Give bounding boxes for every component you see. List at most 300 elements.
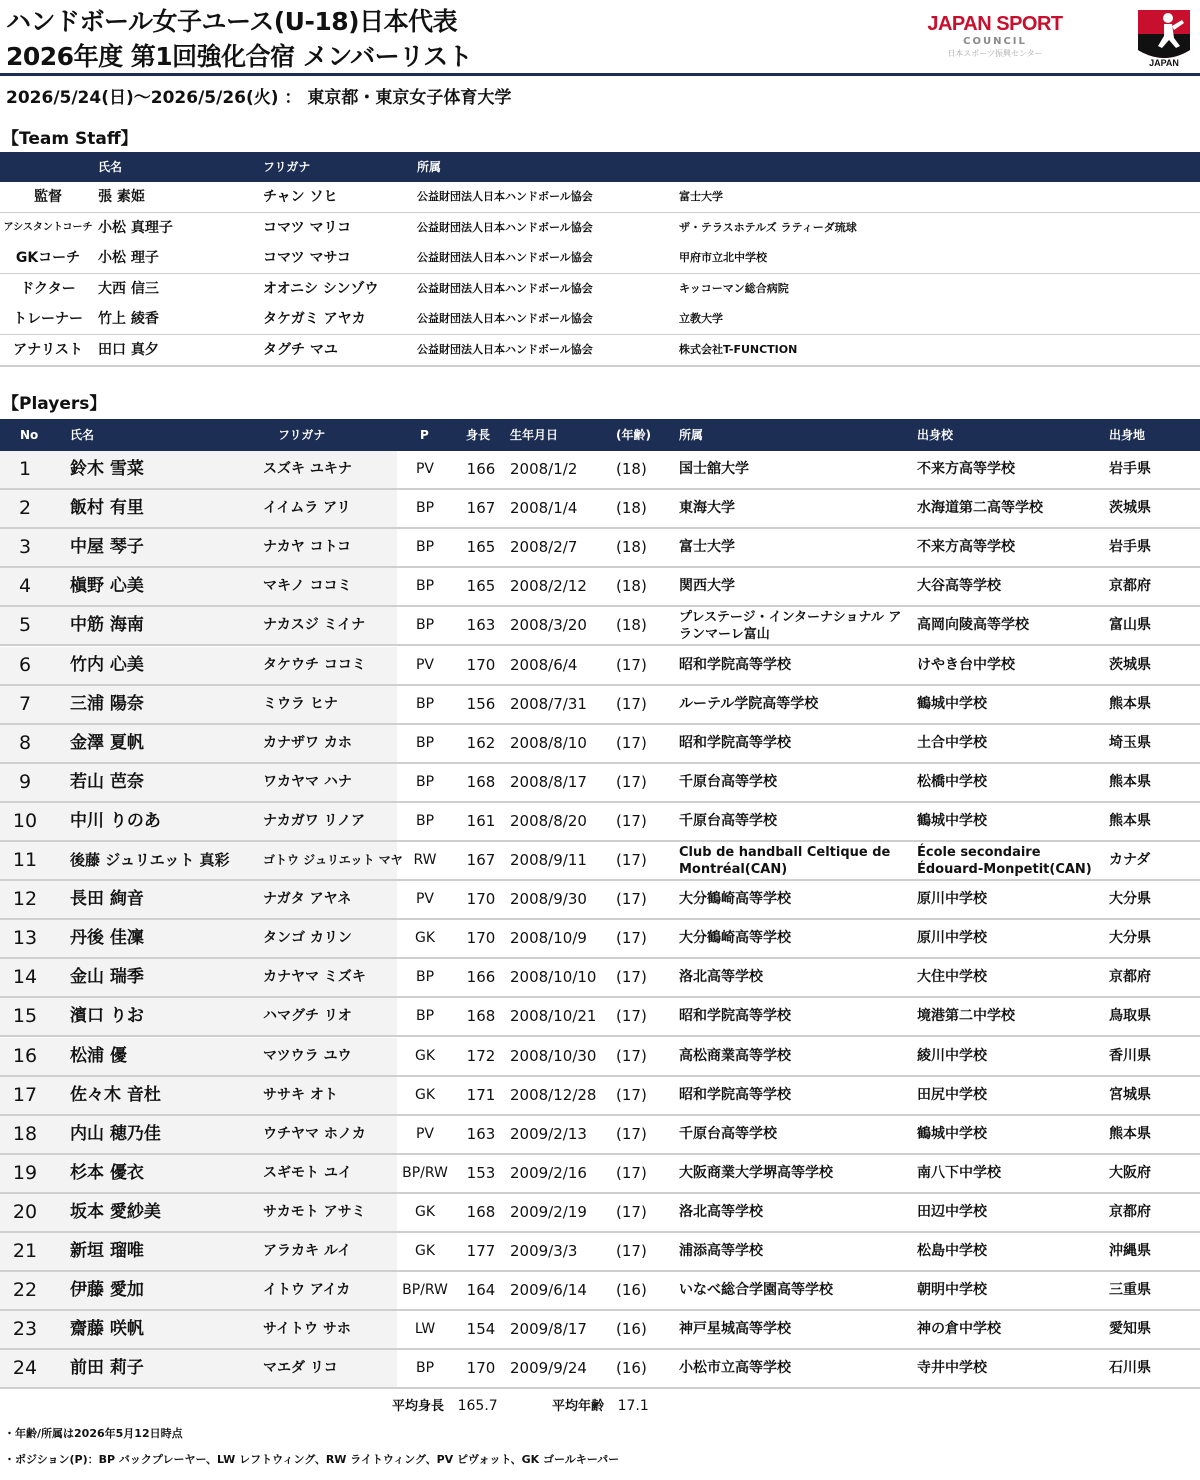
staff-org2: 株式会社T-FUNCTION [679,342,798,356]
date-place: 2026/5/24(日)～2026/5/26(火) ： 東京都・東京女子体育大学 [6,88,512,108]
player-name: 齋藤 咲帆 [70,1319,144,1340]
player-position: BP [415,617,435,634]
player-position: BP [415,812,435,829]
player-dob: 2008/10/30 [510,1046,597,1065]
player-age: (17) [616,1046,647,1065]
player-dob: 2008/9/11 [510,851,587,869]
player-row [0,1350,1200,1389]
player-kana: ナガタ アヤネ [263,891,352,908]
player-pref: 愛知県 [1109,1321,1151,1338]
player-school: 南八下中学校 [917,1164,1001,1181]
player-age: (17) [616,1124,647,1143]
staff-org: 公益財団法人日本ハンドボール協会 [417,342,593,356]
staff-row [0,243,1200,275]
player-pref: 香川県 [1109,1047,1151,1064]
player-dob: 2008/1/2 [510,460,578,478]
player-name: 若山 芭奈 [70,771,144,792]
player-height: 167 [466,851,496,869]
player-height: 170 [466,655,496,674]
player-no: 17 [12,1083,38,1106]
staff-kana: タケガミ アヤカ [263,311,366,327]
player-school: 大谷高等学校 [917,578,1001,595]
players-col-name: 氏名 [70,428,95,442]
players-col-pref: 出身地 [1109,428,1146,442]
staff-row [0,304,1200,336]
player-height: 166 [466,460,496,478]
staff-kana: コマツ マサコ [263,250,351,266]
player-row [0,803,1200,842]
staff-row [0,213,1200,245]
player-team: 大阪商業大学堺高等学校 [679,1164,833,1181]
player-pref: 鳥取県 [1109,1008,1151,1025]
player-team: いなべ総合学園高等学校 [679,1282,833,1299]
staff-name: 小松 理子 [98,250,159,266]
player-position: PV [415,656,435,673]
staff-row [0,182,1200,214]
player-age: (17) [616,1242,647,1260]
player-name: 内山 穂乃佳 [70,1123,161,1144]
player-row [0,529,1200,568]
player-age: (17) [616,733,647,752]
player-team: 昭和学院高等学校 [679,1008,791,1025]
player-height: 168 [466,1202,496,1221]
player-kana: マキノ ココミ [263,578,352,595]
player-team: 高松商業高等学校 [679,1047,791,1064]
player-team: 千原台高等学校 [679,1125,777,1142]
player-school: 大住中学校 [917,969,987,986]
player-position: PV [415,891,435,908]
player-dob: 2008/2/7 [510,538,578,557]
player-age: (17) [616,811,647,830]
player-team: 大分鶴崎高等学校 [679,930,791,947]
player-kana: アラカキ ルイ [263,1243,352,1259]
jsc-logo-line3: 日本スポーツ振興センター [947,49,1043,58]
player-pref: 宮城県 [1109,1086,1151,1103]
staff-kana: コマツ マリコ [263,219,352,236]
player-school: 鶴城中学校 [917,812,987,829]
staff-kana: タグチ マユ [263,341,338,358]
player-name: 伊藤 愛加 [70,1280,144,1301]
player-kana: マツウラ ユウ [263,1047,352,1064]
player-height: 170 [466,1359,496,1378]
player-height: 165 [466,538,496,557]
staff-org: 公益財団法人日本ハンドボール協会 [417,190,593,203]
player-team: 浦添高等学校 [679,1243,763,1259]
player-school: 原川中学校 [917,891,987,908]
player-no: 16 [12,1044,38,1067]
player-pref: 岩手県 [1109,461,1151,477]
player-name: 中屋 琴子 [70,537,144,558]
player-position: RW [413,852,437,868]
player-row [0,1155,1200,1194]
player-pref: 三重県 [1109,1282,1151,1299]
player-name: 鈴木 雪菜 [70,459,144,479]
player-school: 土合中学校 [917,734,987,751]
player-no: 22 [12,1279,38,1302]
player-no: 9 [18,770,32,793]
note-positions: ・ポジション(P)：BP バックプレーヤー、LW レフトウィング、RW ライトウィング、PV ピヴォット、GK ゴールキーパー [4,1453,620,1466]
staff-org2: 立教大学 [679,312,723,325]
player-team: 関西大学 [679,578,735,595]
player-team: 昭和学院高等学校 [679,734,791,751]
player-row [0,959,1200,998]
player-school: 松島中学校 [917,1243,987,1259]
player-school: 鶴城中学校 [917,1125,987,1142]
player-row [0,1077,1200,1116]
player-age: (18) [616,499,647,518]
player-team: 千原台高等学校 [679,773,777,790]
player-name: 後藤 ジュリエット 真彩 [70,851,230,869]
player-no: 19 [12,1161,38,1184]
staff-role: アナリスト [13,341,83,358]
player-kana: マエダ リコ [263,1360,338,1377]
player-team: 昭和学院高等学校 [679,1086,791,1103]
player-row [0,686,1200,725]
avg-height-value: 165.7 [457,1398,498,1414]
player-kana: イイムラ アリ [263,500,351,517]
player-dob: 2008/8/20 [510,811,587,830]
staff-org2: ザ・テラスホテルズ ラティーダ琉球 [679,220,857,234]
players-col-team: 所属 [679,428,704,442]
player-position: GK [414,930,436,947]
player-team: 国士舘大学 [679,461,749,477]
player-school: 田尻中学校 [917,1086,987,1103]
player-school: 寺井中学校 [917,1360,987,1377]
player-school: 朝明中学校 [917,1282,987,1299]
player-no: 12 [12,888,38,911]
player-school: 松橋中学校 [917,773,987,790]
staff-role: GKコーチ [15,250,81,266]
player-name: 金澤 夏帆 [70,732,144,753]
player-height: 167 [466,499,496,518]
player-height: 163 [466,616,496,635]
player-age: (18) [616,460,647,478]
player-position: BP [415,734,435,751]
staff-name: 小松 真理子 [98,219,173,236]
player-name: 飯村 有里 [70,498,144,519]
player-school: 不来方高等学校 [917,461,1015,477]
player-pref: 熊本県 [1109,812,1151,829]
staff-name: 大西 信三 [98,280,159,297]
player-position: BP [415,500,435,517]
player-pref: 茨城県 [1109,656,1151,673]
player-height: 163 [466,1124,496,1143]
player-kana: ゴトウ ジュリエット マヤ [263,853,403,867]
staff-org: 公益財団法人日本ハンドボール協会 [417,251,593,264]
avg-age-label: 平均年齢 [552,1399,605,1414]
player-pref: 埼玉県 [1109,734,1151,751]
player-name: 中川 りのあ [70,810,161,831]
player-row [0,451,1200,490]
player-no: 23 [12,1318,38,1341]
player-row [0,998,1200,1037]
player-dob: 2008/1/4 [510,499,578,518]
player-row [0,842,1200,881]
staff-org2: キッコーマン総合病院 [679,281,789,295]
staff-section-title: 【Team Staff】 [2,129,138,149]
player-height: 153 [466,1163,496,1182]
staff-col-kana: フリガナ [263,160,311,174]
player-kana: サイトウ サホ [263,1321,351,1338]
player-age: (16) [616,1359,647,1378]
jhf-logo [1134,4,1194,68]
player-height: 168 [466,772,496,791]
jhf-logo-label: JAPAN [1149,58,1179,68]
avg-age-value: 17.1 [617,1398,649,1414]
player-age: (17) [616,1007,647,1026]
title-line-2: 2026年度 第1回強化合宿 メンバーリスト [6,42,473,71]
player-dob: 2008/9/30 [510,890,587,909]
player-dob: 2008/10/9 [510,929,587,948]
player-dob: 2008/10/21 [510,1007,597,1026]
player-no: 14 [12,966,38,989]
player-team: 洛北高等学校 [679,1203,763,1220]
player-dob: 2009/9/24 [510,1359,587,1378]
staff-header-row [0,152,1200,182]
player-dob: 2009/6/14 [510,1281,587,1300]
player-no: 3 [18,536,32,559]
player-no: 10 [12,809,38,832]
player-dob: 2008/8/10 [510,733,587,752]
player-dob: 2008/10/10 [510,968,597,987]
player-kana: ウチヤマ ホノカ [263,1125,366,1142]
player-row [0,1116,1200,1155]
staff-org2: 富士大学 [679,190,723,203]
staff-name: 田口 真夕 [98,341,159,358]
player-age: (17) [616,929,647,948]
player-school: けやき台中学校 [917,656,1015,673]
staff-col-name: 氏名 [98,160,123,174]
player-height: 162 [466,733,496,752]
player-height: 166 [466,968,496,987]
player-pref: カナダ [1109,852,1151,868]
player-age: (17) [616,890,647,909]
player-school: 綾川中学校 [917,1047,987,1064]
player-position: BP [415,1360,435,1377]
player-dob: 2009/2/16 [510,1163,587,1182]
page-title [6,4,472,74]
player-no: 7 [18,692,32,715]
player-name: 佐々木 音杜 [70,1084,161,1105]
staff-role: ドクター [20,280,76,297]
player-height: 154 [466,1320,496,1339]
players-header-row [0,419,1200,451]
player-no: 2 [18,497,32,520]
player-position: BP/RW [402,1164,448,1181]
player-pref: 京都府 [1109,1203,1151,1220]
player-dob: 2009/2/19 [510,1202,587,1221]
player-pref: 京都府 [1109,969,1151,986]
player-dob: 2009/3/3 [510,1242,578,1260]
player-kana: ササキ オト [263,1086,338,1103]
player-position: GK [414,1047,436,1064]
player-row [0,881,1200,920]
players-section-title: 【Players】 [2,394,107,414]
player-position: PV [415,1125,435,1142]
player-no: 24 [12,1357,38,1380]
player-position: GK [414,1203,436,1220]
player-height: 156 [466,694,496,713]
staff-col-affiliation: 所属 [417,160,442,174]
player-kana: イトウ アイカ [263,1282,351,1299]
player-row [0,920,1200,959]
player-no: 13 [12,927,38,950]
staff-kana: オオニシ シンゾウ [263,280,379,297]
player-position: BP [415,1008,435,1025]
player-name: 坂本 愛紗美 [70,1201,161,1222]
player-school: 水海道第二高等学校 [917,500,1043,517]
player-no: 5 [18,614,32,637]
player-pref: 沖縄県 [1109,1243,1151,1259]
player-position: BP [415,695,435,712]
player-position: BP [415,539,435,556]
player-team: Club de handball Celtique de Montréal(CAN) [679,845,891,877]
player-name: 杉本 優衣 [70,1162,144,1183]
player-no: 20 [12,1200,38,1223]
header-divider [0,73,1200,76]
player-row [0,490,1200,529]
player-kana: スズキ ユキナ [263,461,352,477]
player-school: 境港第二中学校 [917,1008,1015,1025]
player-dob: 2008/8/17 [510,772,587,791]
player-age: (18) [616,616,647,635]
player-position: LW [414,1321,436,1338]
player-height: 177 [466,1242,496,1260]
player-row [0,1038,1200,1077]
player-age: (17) [616,772,647,791]
staff-name: 竹上 綾香 [98,311,159,327]
jsc-logo [920,12,1070,60]
player-no: 4 [18,575,32,598]
player-row [0,1233,1200,1272]
players-col-kana: フリガナ [278,428,326,442]
player-school: 原川中学校 [917,930,987,947]
player-kana: タケウチ ココミ [263,656,366,673]
player-school: 鶴城中学校 [917,695,987,712]
player-no: 18 [12,1122,38,1145]
player-no: 11 [12,849,38,871]
player-pref: 大阪府 [1109,1164,1151,1181]
player-row [0,1194,1200,1233]
jsc-logo-line2: COUNCIL [963,36,1027,47]
players-col-height: 身長 [466,428,491,442]
player-name: 濱口 りお [70,1006,144,1027]
player-height: 165 [466,577,496,596]
player-age: (17) [616,1085,647,1104]
player-team: 神戸星城高等学校 [679,1321,791,1338]
player-row [0,725,1200,764]
player-team: 東海大学 [679,500,735,517]
avg-height-label: 平均身長 [392,1399,445,1414]
staff-org2: 甲府市立北中学校 [679,251,767,264]
player-team: 富士大学 [679,539,735,556]
players-col-school: 出身校 [917,428,954,442]
player-name: 前田 莉子 [70,1358,144,1379]
player-pref: 大分県 [1109,891,1151,908]
player-pref: 熊本県 [1109,1125,1151,1142]
player-row [0,764,1200,803]
staff-org: 公益財団法人日本ハンドボール協会 [417,220,593,234]
player-age: (16) [616,1281,647,1300]
player-no: 1 [18,458,32,480]
player-school: 不来方高等学校 [917,539,1015,556]
jsc-logo-line1: JAPAN SPORT [927,13,1063,35]
staff-role: アシスタントコーチ [3,221,93,233]
player-row [0,1311,1200,1350]
jhf-emblem-icon [1134,4,1194,68]
player-age: (17) [616,1163,647,1182]
player-age: (18) [616,538,647,557]
player-position: GK [414,1086,436,1103]
player-height: 170 [466,929,496,948]
staff-role: トレーナー [13,311,83,327]
player-school: École secondaire Édouard-Monpetit(CAN) [917,845,1092,877]
player-pref: 京都府 [1109,578,1151,595]
player-dob: 2008/3/20 [510,616,587,635]
note-date: ・年齢/所属は2026年5月12日時点 [4,1427,183,1440]
player-name: 三浦 陽奈 [70,693,144,714]
player-name: 新垣 瑠唯 [70,1241,144,1261]
player-kana: スギモト ユイ [263,1164,352,1181]
staff-row [0,274,1200,306]
player-pref: 大分県 [1109,930,1151,947]
players-col-no: No [20,428,39,442]
player-team: 千原台高等学校 [679,812,777,829]
player-kana: ハマグチ リオ [263,1008,352,1025]
player-dob: 2008/6/4 [510,655,578,674]
player-name: 槇野 心美 [70,576,144,597]
player-age: (17) [616,655,647,674]
player-dob: 2009/8/17 [510,1320,587,1339]
player-position: BP [415,969,435,986]
player-row [0,647,1200,686]
player-age: (18) [616,577,647,596]
player-no: 6 [18,653,32,676]
player-age: (17) [616,851,647,869]
player-school: 田辺中学校 [917,1203,987,1220]
player-dob: 2008/2/12 [510,577,587,596]
players-col-age: (年齢) [616,428,651,442]
player-kana: ナカヤ コトコ [263,539,352,556]
player-age: (17) [616,694,647,713]
player-team: プレステージ・インターナショナル アランマーレ富山 [679,610,902,643]
player-height: 171 [466,1085,496,1104]
player-name: 竹内 心美 [70,654,144,675]
player-pref: 石川県 [1109,1360,1151,1377]
player-school: 神の倉中学校 [917,1321,1001,1338]
player-row [0,1272,1200,1311]
player-position: GK [414,1243,436,1259]
player-kana: カナヤマ ミズキ [263,969,366,986]
player-pref: 熊本県 [1109,695,1151,712]
player-dob: 2008/12/28 [510,1085,597,1104]
player-team: 大分鶴崎高等学校 [679,891,791,908]
player-age: (16) [616,1320,647,1339]
player-kana: ナカスジ ミイナ [263,617,366,634]
staff-org: 公益財団法人日本ハンドボール協会 [417,312,593,325]
player-dob: 2008/7/31 [510,694,587,713]
avg-age [552,1396,649,1417]
player-age: (17) [616,968,647,987]
player-height: 161 [466,811,496,830]
player-pref: 岩手県 [1109,539,1151,556]
player-pref: 富山県 [1109,617,1151,634]
player-team: ルーテル学院高等学校 [679,695,819,712]
staff-org: 公益財団法人日本ハンドボール協会 [417,281,593,295]
staff-kana: チャン ソヒ [263,189,338,205]
player-kana: ナカガワ リノア [263,812,366,829]
players-col-dob: 生年月日 [510,428,559,442]
